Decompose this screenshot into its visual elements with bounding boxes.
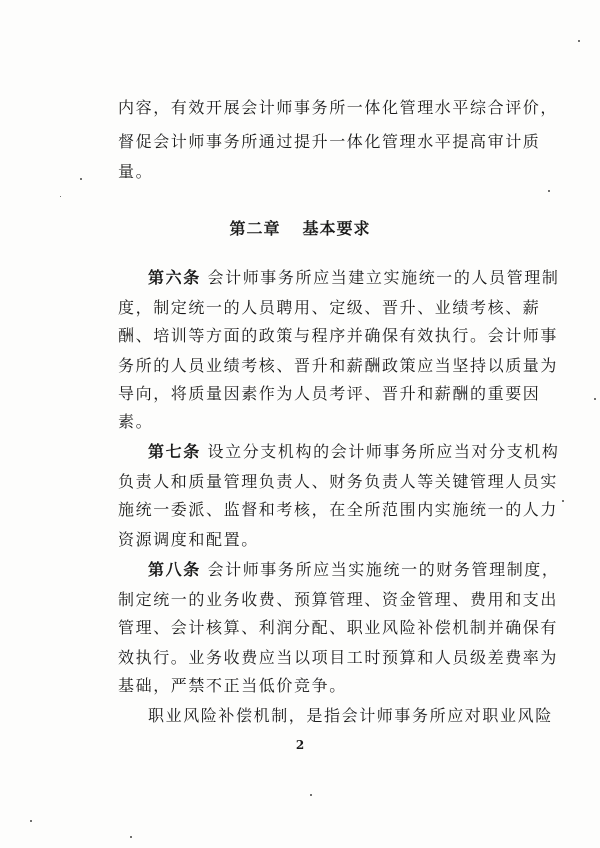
article7-line-2: 负责人和质量管理负责人、财务负责人等关键管理人员实: [118, 472, 559, 491]
article6-line-4: 务所的人员业绩考核、晋升和薪酬政策应当坚持以质量为: [118, 356, 559, 375]
chapter-heading: [0, 216, 600, 239]
scan-speck: [548, 190, 550, 192]
article6-line-6: 素。: [118, 412, 154, 431]
article7-line-1: [148, 442, 560, 462]
article6-line-3: 酬、培训等方面的政策与程序并确保有效执行。会计师事: [118, 326, 559, 345]
article6-line-2: 度，制定统一的人员聘用、定级、晋升、业绩考核、薪: [118, 298, 541, 317]
intro-line-3: 量。: [118, 162, 154, 181]
article8-line-2: 制定统一的业务收费、预算管理、资金管理、费用和支出: [118, 590, 559, 609]
scan-speck: [30, 820, 32, 822]
scan-speck: [562, 500, 564, 502]
chapter-number: 第二章: [229, 219, 281, 238]
article7-text-1: 设立分支机构的会计师事务所应当对分支机构: [207, 442, 560, 461]
chapter-title: 基本要求: [302, 219, 371, 238]
article6-text-1: 会计师事务所应当建立实施统一的人员管理制: [207, 268, 560, 287]
scan-speck: [130, 836, 132, 838]
scan-speck: [594, 398, 596, 400]
article8-line-4: 效执行。业务收费应当以项目工时预算和人员级差费率为: [118, 648, 559, 667]
article7-line-3: 施统一委派、监督和考核，在全所范围内实施统一的人力: [118, 500, 559, 519]
article8-text-1: 会计师事务所应当实施统一的财务管理制度，: [207, 560, 560, 579]
article6-line-1: [148, 268, 560, 288]
article8-line-5: 基础，严禁不正当低价竞争。: [118, 676, 347, 695]
scan-speck: [310, 794, 312, 796]
intro-line-1: 内容，有效开展会计师事务所一体化管理水平综合评价，: [118, 98, 559, 117]
scan-speck: [60, 196, 61, 197]
article6-line-5: 导向，将质量因素作为人员考评、晋升和薪酬的重要因: [118, 384, 541, 403]
page-number: 2: [295, 738, 305, 752]
article8-label: 第八条: [148, 560, 201, 579]
article8-line-3: 管理、会计核算、利润分配、职业风险补偿机制并确保有: [118, 618, 559, 637]
article8-line-1: [148, 560, 560, 580]
scan-speck: [578, 40, 580, 42]
risk-line-1: 职业风险补偿机制，是指会计师事务所应对职业风险: [148, 706, 553, 725]
article7-line-4: 资源调度和配置。: [118, 530, 259, 549]
intro-line-2: 督促会计师事务所通过提升一体化管理水平提高审计质: [118, 132, 541, 151]
article7-label: 第七条: [148, 442, 201, 461]
scan-speck: [80, 178, 82, 180]
article6-label: 第六条: [148, 268, 201, 287]
